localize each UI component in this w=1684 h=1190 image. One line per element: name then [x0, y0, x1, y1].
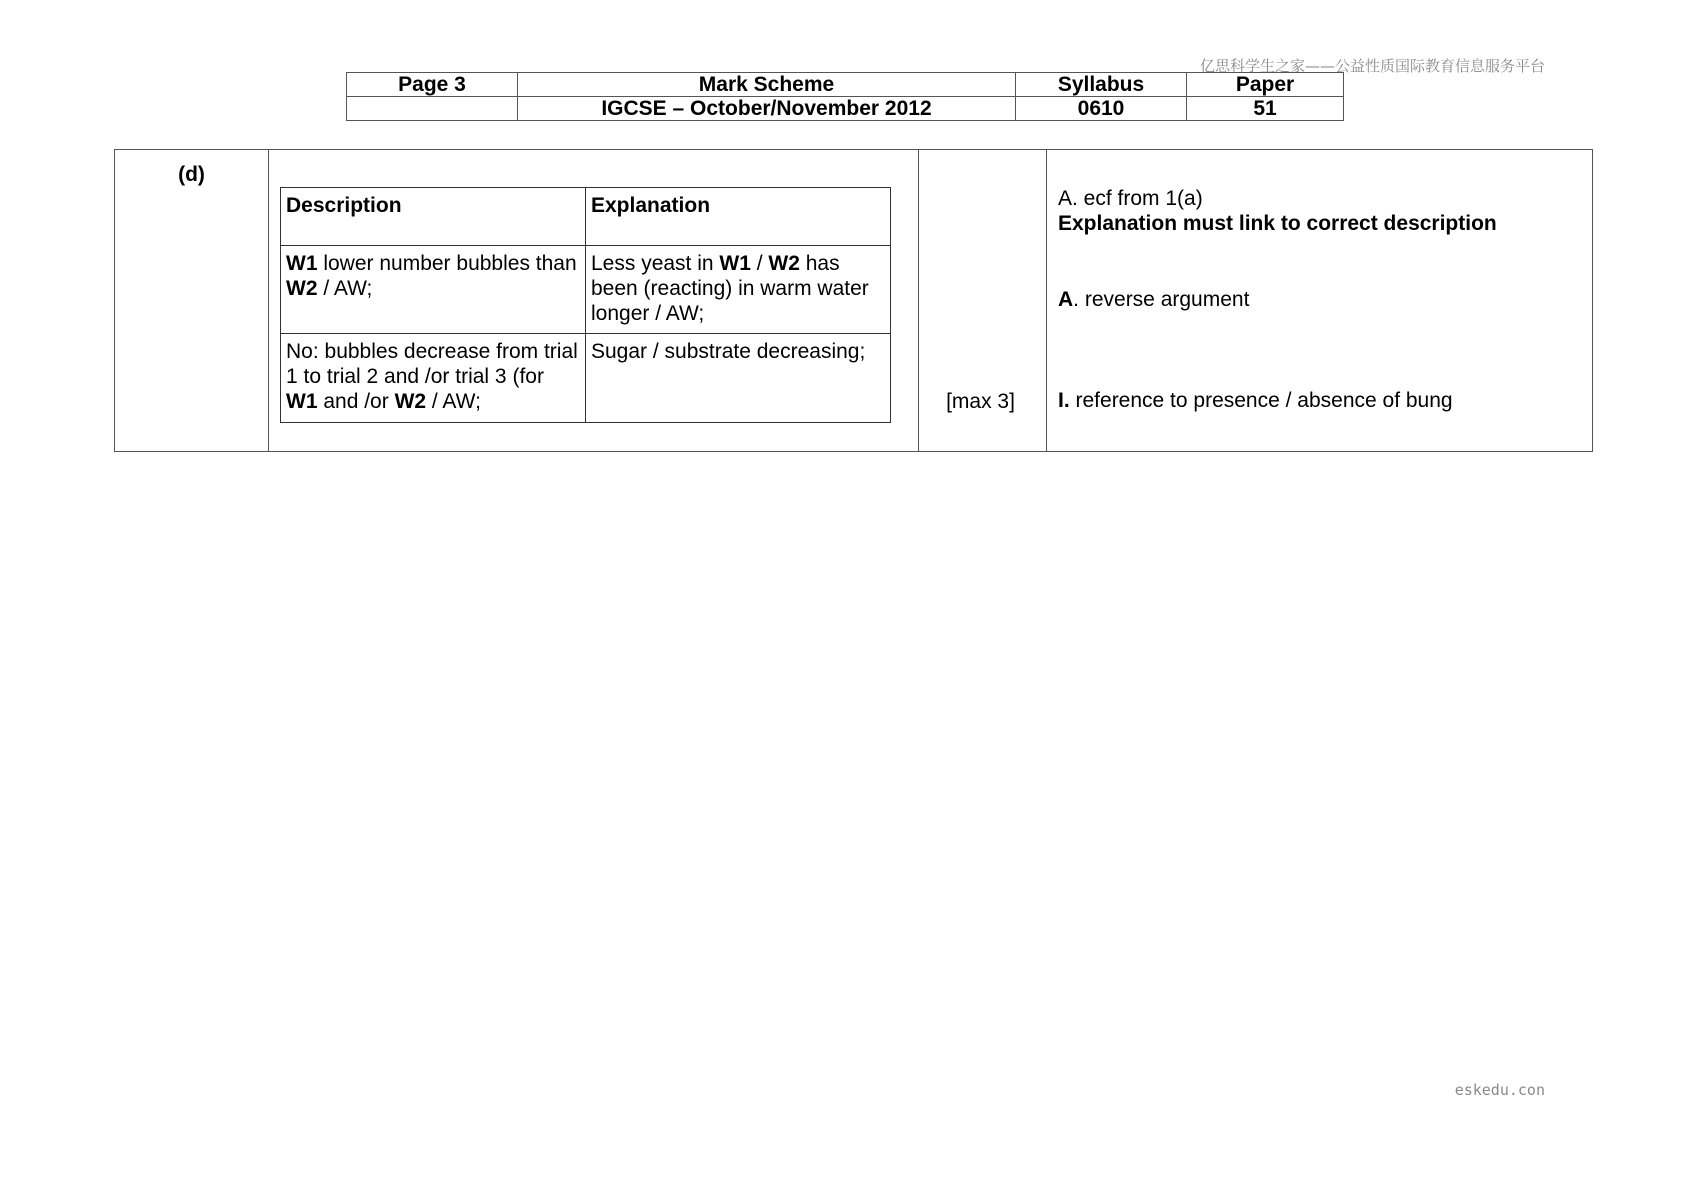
- guidance-ecf: A. ecf from 1(a): [1058, 187, 1203, 210]
- row1-expl-w2: W2: [768, 252, 800, 275]
- row1-explanation: [586, 246, 891, 334]
- column-header-description: Description: [281, 188, 586, 246]
- row1-expl-w1: W1: [719, 252, 751, 275]
- header-page: Page 3: [347, 73, 518, 97]
- row1-desc-w1: W1: [286, 252, 318, 275]
- marks-value: [max 3]: [946, 390, 1015, 413]
- guidance-accept-marker: A: [1058, 288, 1074, 311]
- description-explanation-table: [280, 187, 891, 423]
- row1-desc-aw: / AW;: [317, 277, 373, 300]
- header-paper-label: Paper: [1187, 73, 1344, 97]
- row1-expl-slash: /: [750, 252, 769, 275]
- row1-desc-w2: W2: [286, 277, 318, 300]
- header-syllabus-code: 0610: [1016, 97, 1187, 121]
- guidance-bung-text: reference to presence / absence of bung: [1069, 389, 1453, 412]
- row1-desc-text: lower number bubbles than: [317, 252, 577, 275]
- column-header-explanation: Explanation: [586, 188, 891, 246]
- mark-scheme-table: [114, 149, 1593, 452]
- marks-cell: [919, 150, 1047, 452]
- watermark-bottom: eskedu.con: [1454, 1081, 1545, 1099]
- row2-explanation: Sugar / substrate decreasing;: [586, 334, 891, 423]
- row2-desc-w2: W2: [394, 390, 427, 413]
- guidance-reverse-text: . reverse argument: [1073, 288, 1250, 311]
- answer-cell: [269, 150, 919, 452]
- header-mark-scheme: Mark Scheme: [518, 73, 1016, 97]
- row2-desc-text: No: bubbles decrease from trial 1 to trial 2 and /or trial 3 (for: [286, 340, 578, 388]
- question-cell: [115, 150, 269, 452]
- header-syllabus-label: Syllabus: [1016, 73, 1187, 97]
- guidance-reverse-argument: [1058, 287, 1592, 312]
- row2-desc-w1: W1: [286, 390, 318, 413]
- header-empty-cell: [347, 97, 518, 121]
- header-exam: IGCSE – October/November 2012: [518, 97, 1016, 121]
- header-table: [346, 72, 1344, 121]
- guidance-explanation-link: Explanation must link to correct description: [1058, 212, 1497, 235]
- guidance-notes: [1047, 150, 1592, 413]
- header-paper-number: 51: [1187, 97, 1344, 121]
- guidance-bung: [1058, 388, 1592, 413]
- row1-expl-rest: has been (reacting) in warm water longer / AW;: [591, 252, 869, 325]
- guidance-cell: [1047, 150, 1593, 452]
- row1-description: [281, 246, 586, 334]
- row2-desc-andor: and /or: [317, 390, 395, 413]
- row1-expl-text: Less yeast in: [591, 252, 720, 275]
- row2-desc-aw: / AW;: [426, 390, 481, 413]
- question-label: (d): [178, 163, 205, 186]
- row2-description: [281, 334, 586, 423]
- watermark-top: 亿思科学生之家——公益性质国际教育信息服务平台: [1199, 57, 1545, 75]
- guidance-ignore-marker: I.: [1058, 389, 1070, 412]
